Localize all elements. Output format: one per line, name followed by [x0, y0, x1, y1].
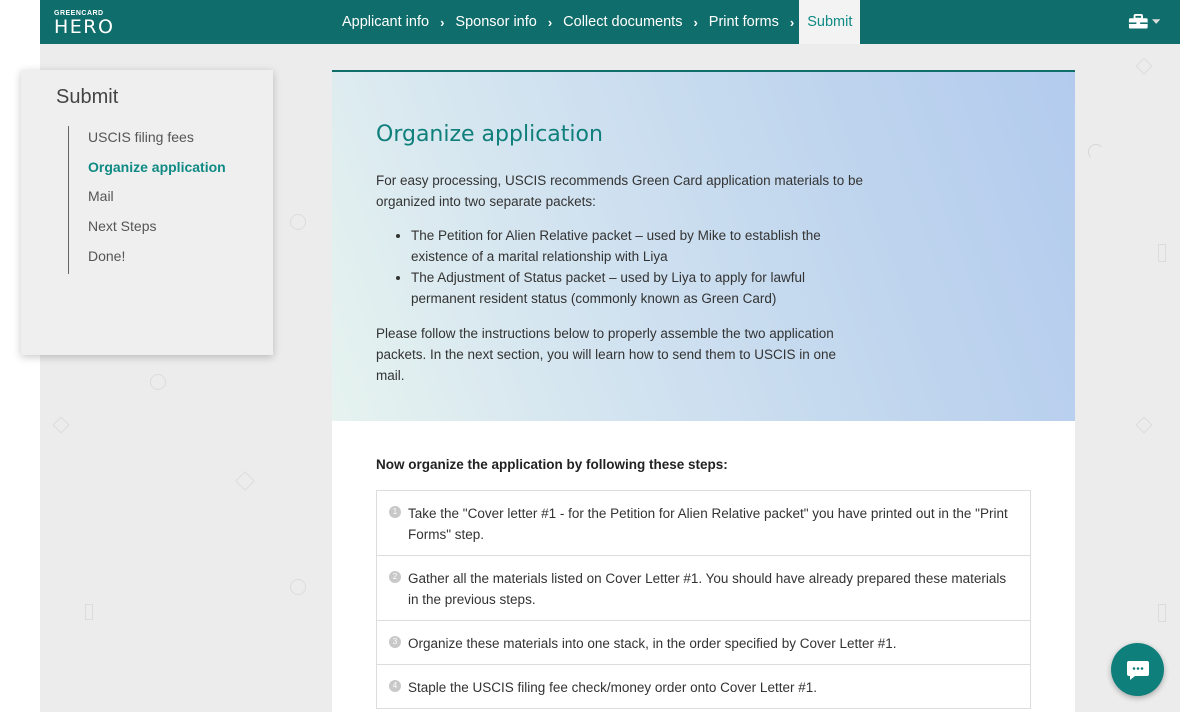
breadcrumb [342, 0, 860, 44]
packet-list [411, 225, 871, 309]
logo-big-text: HERO [54, 16, 115, 38]
toolbox-menu[interactable] [1128, 14, 1160, 30]
sidebar-item-uscis-filing-fees[interactable]: USCIS filing fees [88, 129, 194, 145]
crumb-submit[interactable]: Submit [799, 0, 860, 44]
step-text: Staple the USCIS filing fee check/money order onto Cover Letter #1. [408, 680, 817, 695]
chevron-right-icon: › [693, 14, 698, 30]
crumb-applicant-info[interactable]: Applicant info [342, 14, 430, 30]
chevron-right-icon: › [440, 14, 445, 30]
step-item [377, 556, 1030, 621]
chevron-right-icon: › [789, 14, 795, 30]
step-item [377, 621, 1030, 665]
step-text: Take the "Cover letter #1 - for the Petition for Alien Relative packet" you have printed out in the "Print Forms" step. [408, 506, 1008, 542]
sidebar-item-organize-application[interactable]: Organize application [88, 158, 226, 175]
step-item [377, 491, 1030, 556]
intro-section [332, 70, 1075, 421]
steps-list [376, 490, 1031, 709]
submit-steps-sidebar [21, 70, 273, 355]
chat-icon [1126, 658, 1150, 682]
greencard-hero-logo[interactable] [54, 10, 114, 36]
chevron-right-icon: › [547, 14, 553, 30]
step-number: 4 [389, 680, 401, 692]
crumb-sponsor-info[interactable]: Sponsor info [455, 14, 537, 30]
step-number: 3 [389, 636, 401, 648]
sidebar-item-done[interactable]: Done! [88, 247, 126, 264]
toolbox-icon [1128, 14, 1149, 30]
step-text: Gather all the materials listed on Cover Letter #1. You should have already prepared these materials in the previous steps. [408, 571, 1007, 607]
step-number: 1 [389, 506, 401, 518]
step-text: Organize these materials into one stack, in the order specified by Cover Letter #1. [408, 636, 897, 651]
steps-heading: Now organize the application by following these steps: [376, 457, 728, 472]
intro-paragraph: For easy processing, USCIS recommends Green Card application materials to be organized into two separate packets: [376, 173, 863, 209]
top-navigation-bar [40, 0, 1180, 44]
step-number: 2 [389, 571, 401, 583]
followup-paragraph: Please follow the instructions below to properly assemble the two application packets. In the next section, you will learn how to send them to USCIS in one mail. [376, 326, 836, 383]
main-content-card [332, 70, 1075, 712]
list-item: • The Adjustment of Status packet – used by Liya to apply for lawful permanent resident status (commonly known as Green Card) [411, 267, 871, 309]
sidebar-list [68, 126, 226, 274]
chat-button[interactable] [1111, 643, 1164, 696]
chevron-down-icon [1152, 19, 1160, 25]
step-item [377, 665, 1030, 709]
sidebar-item-mail[interactable]: Mail [88, 188, 114, 205]
page-title: Organize application [376, 122, 603, 147]
crumb-print-forms[interactable]: Print forms [708, 14, 779, 30]
logo-small-text: GREENCARD [54, 10, 104, 17]
crumb-collect-documents[interactable]: Collect documents [563, 14, 683, 30]
sidebar-item-next-steps[interactable]: Next Steps [88, 218, 157, 235]
sidebar-title: Submit [56, 86, 119, 108]
list-item: • The Petition for Alien Relative packet – used by Mike to establish the existence of a marital relationship with Liya [411, 225, 871, 267]
